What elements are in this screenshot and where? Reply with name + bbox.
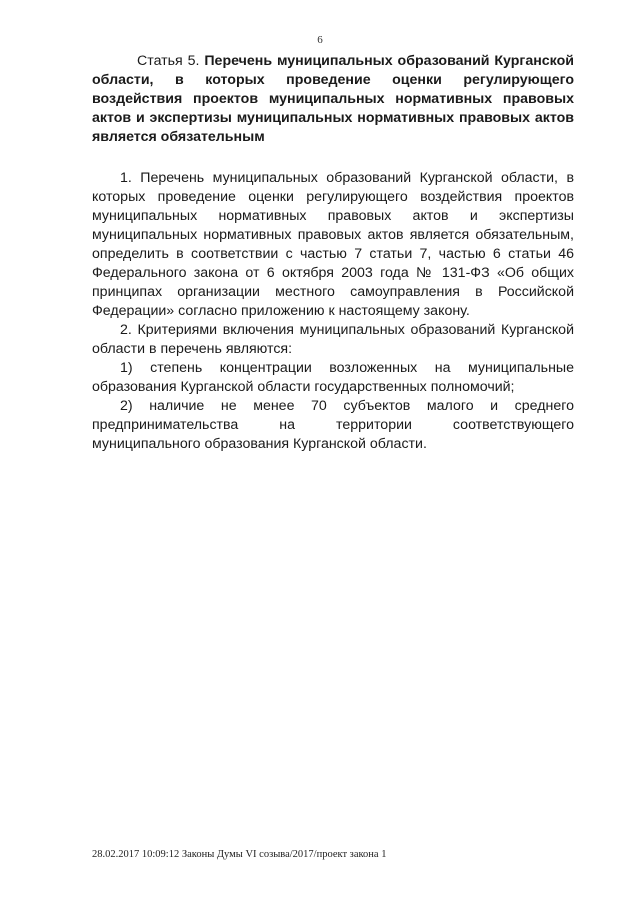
article-label: Статья 5. bbox=[137, 53, 200, 69]
list-item-2: 2) наличие не менее 70 субъектов малого и среднего предпринимательства на территории соответствующего муниципального образования Курганской области. bbox=[92, 398, 574, 452]
paragraph-1: 1. Перечень муниципальных образований Курганской области, в которых проведение оценки регулирующего воздействия проектов муниципальных нормативных правовых актов и экспертизы муниципальных нормативных правовых актов является обязательным, определить в соответствии с частью 7 статьи 7, частью 6 статьи 46 Федерального закона от 6 октября 2003 года № 131-ФЗ «Об общих принципах организации местного самоуправления в Российской Федерации» согласно приложению к настоящему закону. bbox=[92, 170, 574, 319]
footer-path: 28.02.2017 10:09:12 Законы Думы VI созыва/2017/проект закона 1 bbox=[92, 849, 387, 860]
page-number: 6 bbox=[317, 34, 323, 46]
paragraph-2: 2. Критериями включения муниципальных образований Курганской области в перечень являются: bbox=[92, 322, 574, 357]
article-heading bbox=[92, 52, 574, 147]
document-body bbox=[92, 52, 574, 454]
article-title: Перечень муниципальных образований Курганской области, в которых проведение оценки регулирующего воздействия проектов муниципальных нормативных правовых актов и экспертизы муниципальных нормативных правовых актов является обязательным bbox=[92, 53, 574, 145]
list-item-1: 1) степень концентрации возложенных на муниципальные образования Курганской области государственных полномочий; bbox=[92, 360, 574, 395]
